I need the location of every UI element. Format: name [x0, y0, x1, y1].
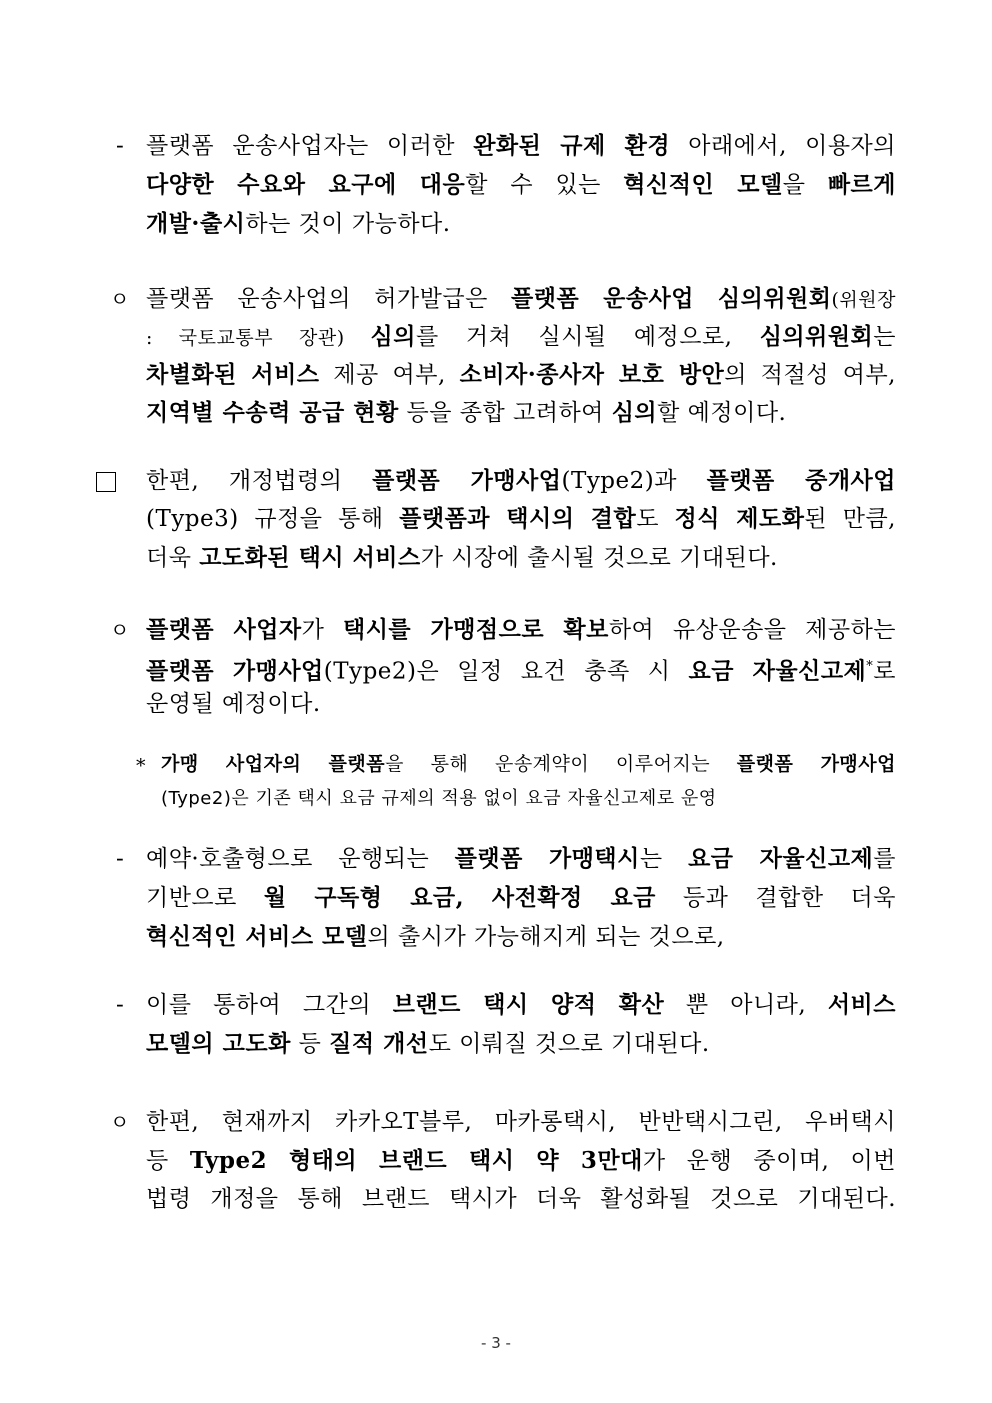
dash-marker: -	[116, 133, 124, 159]
bold-run: 소비자·종사자 보호 방안	[459, 361, 725, 388]
dash-marker: -	[116, 992, 124, 1018]
text-run: (위원장	[831, 289, 896, 311]
bold-run: 고도화된 택시 서비스	[199, 544, 421, 571]
text-run: 을	[782, 172, 828, 198]
text-line	[146, 840, 896, 878]
text-run: 아래에서, 이용자의	[670, 133, 896, 159]
bold-run: 완화된 규제 환경	[473, 132, 671, 159]
bold-run: 플랫폼 운송사업 심의위원회	[511, 285, 832, 312]
text-run: 기반으로	[146, 885, 264, 911]
text-run: 등을 종합 고려하여	[398, 400, 612, 426]
text-run: 로	[873, 658, 896, 685]
text-run: 등	[290, 1031, 330, 1057]
text-line	[146, 205, 451, 243]
text-line	[146, 539, 778, 577]
bold-run: 플랫폼과 택시의 결합	[399, 505, 637, 532]
text-run: 할 수 있는	[465, 172, 624, 198]
text-run: 법령 개정을 통해 브랜드 택시가 더욱 활성화될 것으로 기대된다.	[146, 1186, 896, 1212]
text-run: 된 만큼,	[804, 506, 896, 532]
text-line	[146, 127, 896, 165]
text-run: 뿐 아니라,	[664, 992, 828, 1018]
text-line	[161, 748, 896, 780]
text-run: 플랫폼 운송사업자는 이러한	[146, 133, 474, 159]
text-line	[146, 318, 896, 357]
bold-run: 플랫폼 가맹사업	[146, 657, 324, 685]
text-run: 도	[636, 506, 675, 532]
text-run: 한편, 개정법령의	[146, 468, 373, 494]
text-line	[146, 166, 896, 204]
bold-run: 서비스	[827, 991, 896, 1018]
text-run: 예약·호출형으로 운행되는	[146, 846, 455, 872]
bold-run: 혁신적인 모델	[623, 171, 783, 198]
text-run: 할 예정이다.	[657, 400, 787, 426]
text-line	[146, 918, 725, 956]
bold-run: 가맹 사업자의 플랫폼	[161, 753, 386, 775]
text-run: 등과 결합한 더욱	[655, 885, 896, 911]
bold-run: 플랫폼 가맹사업	[736, 753, 896, 775]
text-line	[146, 685, 321, 723]
text-run: 도 이뤄질 것으로 기대된다.	[428, 1031, 710, 1057]
text-run: 을 통해 운송계약이 이루어지는	[385, 753, 737, 775]
bold-run: 심의	[370, 323, 416, 350]
page-number: - 3 -	[481, 1334, 511, 1352]
text-run: 하여 유상운송을 제공하는	[608, 617, 896, 643]
text-run: 제공 여부,	[319, 362, 460, 388]
bold-run: 질적 개선	[329, 1030, 429, 1057]
text-run: (Type2)과	[561, 468, 707, 494]
text-run: (Type2)은 기존 택시 요금 규제의 적용 없이 요금 자율신고제로 운영	[161, 788, 717, 809]
text-run: 등	[146, 1148, 190, 1174]
text-run: 가 시장에 출시될 것으로 기대된다.	[420, 545, 778, 571]
text-run: 운영될 예정이다.	[146, 691, 321, 717]
text-run: 하는 것이 가능하다.	[245, 211, 451, 237]
bold-run: 심의	[611, 399, 658, 426]
text-line	[146, 986, 896, 1024]
text-line	[146, 280, 896, 319]
bold-run: 요금 자율신고제	[688, 845, 874, 872]
text-line	[146, 1142, 896, 1180]
bold-run: 플랫폼 사업자	[146, 616, 302, 643]
text-line	[146, 356, 896, 394]
text-run: 더욱	[146, 545, 200, 571]
text-run: (Type2)은 일정 요건 충족 시	[323, 658, 689, 685]
checkbox-square-icon	[96, 472, 116, 492]
text-line	[146, 611, 896, 649]
text-run: 가 운행 중이며, 이번	[642, 1148, 896, 1174]
text-run: 를 거쳐 실시될 예정으로,	[415, 324, 760, 350]
bold-run: 플랫폼 가맹택시	[454, 845, 640, 872]
asterisk-marker: *	[136, 755, 146, 777]
text-line	[146, 394, 786, 432]
text-line	[146, 462, 896, 500]
bold-run: 요금 자율신고제	[688, 657, 867, 685]
text-run: 는	[873, 324, 896, 350]
bold-run: 차별화된 서비스	[146, 361, 320, 388]
text-run: 의 적절성 여부,	[724, 362, 896, 388]
bold-run: Type2 형태의 브랜드 택시 약 3만대	[189, 1147, 643, 1174]
bold-run: 브랜드 택시 양적 확산	[392, 991, 665, 1018]
text-run: 가	[301, 617, 343, 643]
circle-marker: ㅇ	[110, 618, 130, 642]
text-run: 이를 통하여 그간의	[146, 992, 393, 1018]
text-line	[146, 500, 896, 538]
footnote-mark: *	[866, 659, 874, 674]
bold-run: 심의위원회	[759, 323, 874, 350]
text-line	[146, 879, 896, 917]
bold-run: 혁신적인 서비스 모델	[146, 923, 368, 950]
bold-run: 플랫폼 가맹사업	[372, 467, 562, 494]
circle-marker: ㅇ	[110, 1110, 130, 1134]
text-run: 를	[873, 846, 896, 872]
text-run: 한편, 현재까지 카카오T블루, 마카롱택시, 반반택시그린, 우버택시	[146, 1109, 896, 1135]
text-line	[146, 1103, 896, 1141]
bold-run: 월 구독형 요금, 사전확정 요금	[263, 884, 656, 911]
text-run: : 국토교통부 장관)	[146, 327, 371, 349]
dash-marker: -	[116, 846, 124, 872]
bold-run: 개발·출시	[146, 210, 246, 237]
text-line	[161, 783, 717, 815]
text-run: (Type3) 규정을 통해	[146, 506, 400, 532]
bold-run: 빠르게	[827, 171, 896, 198]
bold-run: 택시를 가맹점으로 확보	[343, 616, 609, 643]
text-line	[146, 1180, 896, 1218]
text-line	[146, 1025, 710, 1063]
text-run: 의 출시가 가능해지게 되는 것으로,	[367, 924, 725, 950]
bold-run: 정식 제도화	[674, 505, 805, 532]
text-run: 플랫폼 운송사업의 허가발급은	[146, 286, 512, 312]
circle-marker: ㅇ	[110, 287, 130, 311]
bold-run: 다양한 수요와 요구에 대응	[146, 171, 466, 198]
text-run: 는	[639, 846, 689, 872]
bold-run: 플랫폼 중개사업	[706, 467, 896, 494]
bold-run: 모델의 고도화	[146, 1030, 291, 1057]
bold-run: 지역별 수송력 공급 현황	[146, 399, 399, 426]
